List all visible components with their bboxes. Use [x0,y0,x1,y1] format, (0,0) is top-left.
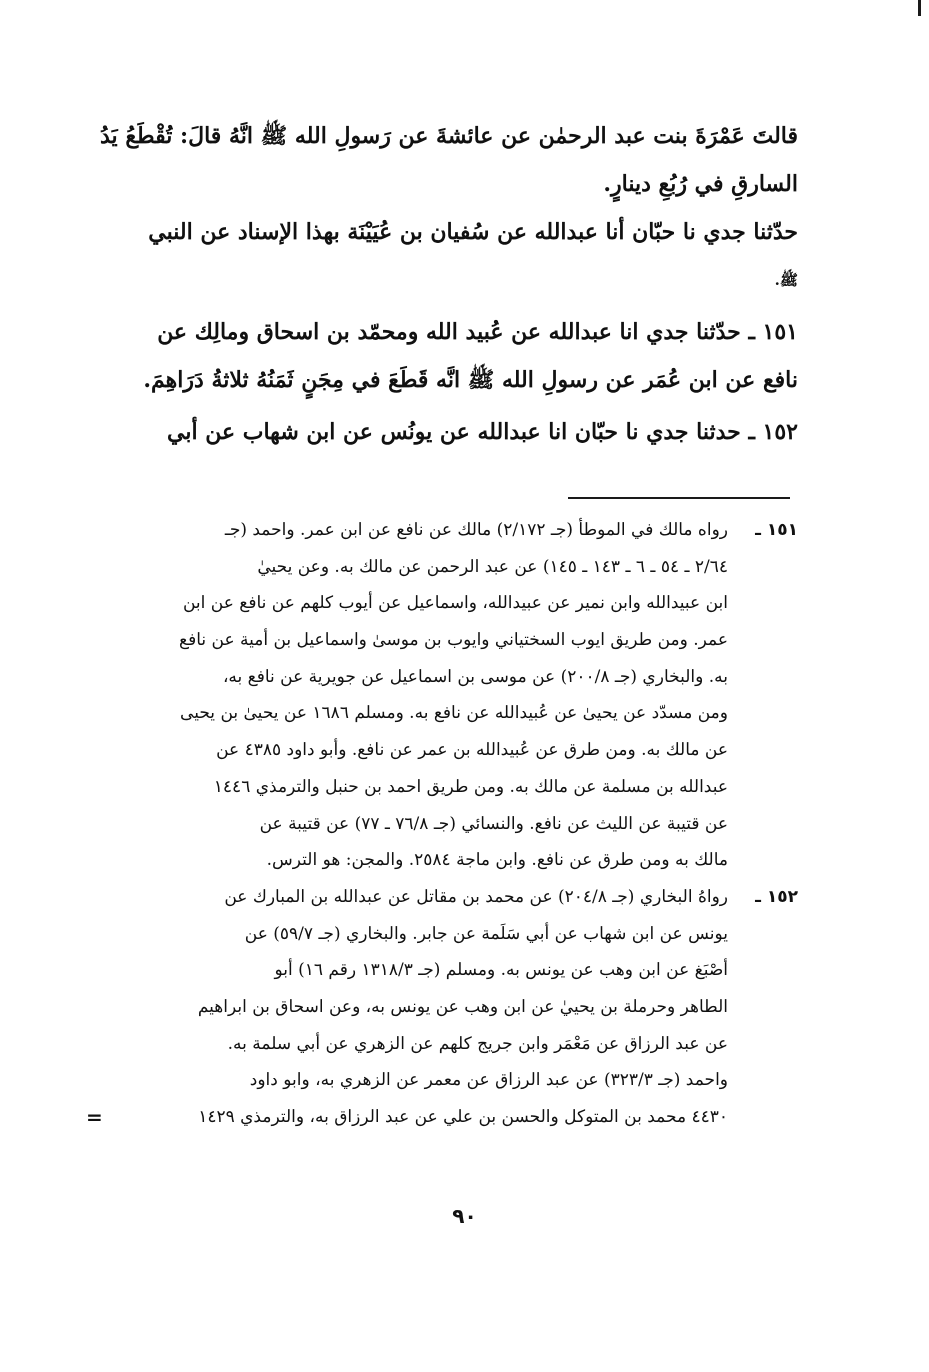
main-line: ١٥٢ ـ حدثنا جدي نا حبّان انا عبدالله عن يونُس عن ابن شهاب عن أبي [167,419,798,445]
footnote-line [90,659,798,696]
page-number: ٩٠ [452,1204,477,1228]
continuation-mark: = [86,1105,103,1129]
footnote-line [90,879,798,916]
scan-edge-mark [918,0,921,16]
footnote-text: عن مالك به. ومن طرق عن عُبيدالله بن عمر عن نافع. وأبو داود ٤٣٨٥ عن [216,740,728,761]
footnote-text: ومن مسدّد عن يحيىٰ عن عُبيدالله عن نافع به. ومسلم ١٦٨٦ عن يحيىٰ بن يحيى [180,703,728,724]
footnote-line [90,842,798,879]
footnote-line [90,1062,798,1099]
main-line: نافع عن ابن عُمَر عن رسولِ الله ﷺ انَّه قَطَعَ في مِجَنٍ ثَمَنُهُ ثلاثةُ دَرَاهِمَ. [143,367,798,393]
footnote-line [90,989,798,1026]
footnote-line [90,512,798,549]
footnote-line [90,622,798,659]
footnote-text: عن قتيبة عن الليث عن نافع. والنسائي (جـ ٧٦/٨ ـ ٧٧) عن قتيبة عن [259,813,728,834]
main-line: حدّثنا جدي نا حبّان أنا عبدالله عن سُفيان بن عُيَيْنَة بهذا الإسناد عن النبي [148,219,798,245]
footnote-text: ابن عبيدالله وابن نمير عن عبيدالله، واسماعيل عن أيوب كلهم عن نافع عن ابن [182,593,728,614]
footnote-text: به. والبخاري (جـ ٢٠٠/٨) عن موسى بن اسماعيل عن جويرية عن نافع به، [222,666,728,687]
main-line: السارقِ في رُبُعِ دينارٍ. [603,171,798,197]
footnote-separator [568,497,790,499]
footnote-line [90,916,798,953]
footnote-text: يونس عن ابن شهاب عن أبي سَلَمة عن جابر. والبخاري (جـ ٥٩/٧) عن [244,923,728,944]
footnote-line [90,952,798,989]
footnote-text: عن عبد الرزاق عن مَعْمَر وابن جريج كلهم عن الزهري عن أبي سلمة به. [227,1033,728,1054]
footnote-text: الطاهر وحرملة بن يحييٰ عن ابن وهب عن يونس به، وعن اسحاق بن ابراهيم [197,996,728,1017]
main-text [90,112,798,456]
footnote-line [90,1026,798,1063]
footnote-line [90,732,798,769]
footnote-text: رواهُ البخاري (جـ ٢٠٤/٨) عن محمد بن مقاتل عن عبدالله بن المبارك عن [224,886,728,907]
footnote-number: ١٥١ ـ [755,520,798,540]
main-line: قالتَ عَمْرَةَ بنت عبد الرحمٰن عن عائشةَ عن رَسولِ الله ﷺ انَّهُ قالَ: تُقْطَعُ يَدُ [100,123,798,149]
footnote-line [90,585,798,622]
footnote-text: ٤٤٣٠ محمد بن المتوكل والحسن بن علي عن عبد الرزاق به، والترمذي ١٤٢٩ [198,1107,728,1127]
footnote-line [86,1099,798,1136]
footnote-text: عبدالله بن مسلمة عن مالك به. ومن طريق احمد بن حنبل والترمذي ١٤٤٦ [213,776,728,797]
main-line: ١٥١ ـ حدّثنا جدي انا عبدالله عن عُبيد الله ومحمّد بن اسحاق ومالِك عن [157,319,798,345]
footnote-line [90,549,798,586]
footnote-text: عمر. ومن طريق ايوب السختياني وايوب بن موسىٰ واسماعيل بن أمية عن نافع [179,630,728,651]
footnote-text: ٢/٦٤ ـ ٥٤ ـ ٦ ـ ١٤٣ ـ ١٤٥) عن عبد الرحمن عن مالك به. وعن يحييٰ [257,556,728,577]
footnote-text: واحمد (جـ ٣٢٣/٣) عن عبد الرزاق عن معمر عن الزهري به، وابو داود [249,1070,728,1091]
footnote-line [90,695,798,732]
footnote-text: أصْبَغ عن ابن وهب عن يونس به. ومسلم (جـ ١٣١٨/٣ رقم ١٦) أبو [274,960,728,981]
footnotes [86,512,798,1136]
footnote-text: مالك به ومن طرق عن نافع. وابن ماجة ٢٥٨٤. والمجن: هو الترس. [266,850,728,871]
footnote-text: رواه مالك في الموطأ (جـ ٢/١٧٢) مالك عن نافع عن ابن عمر. واحمد (جـ [224,520,728,540]
footnote-number: ١٥٢ ـ [755,886,798,907]
footnote-line [90,806,798,843]
main-line: ﷺ. [774,271,798,289]
footnote-line [90,769,798,806]
